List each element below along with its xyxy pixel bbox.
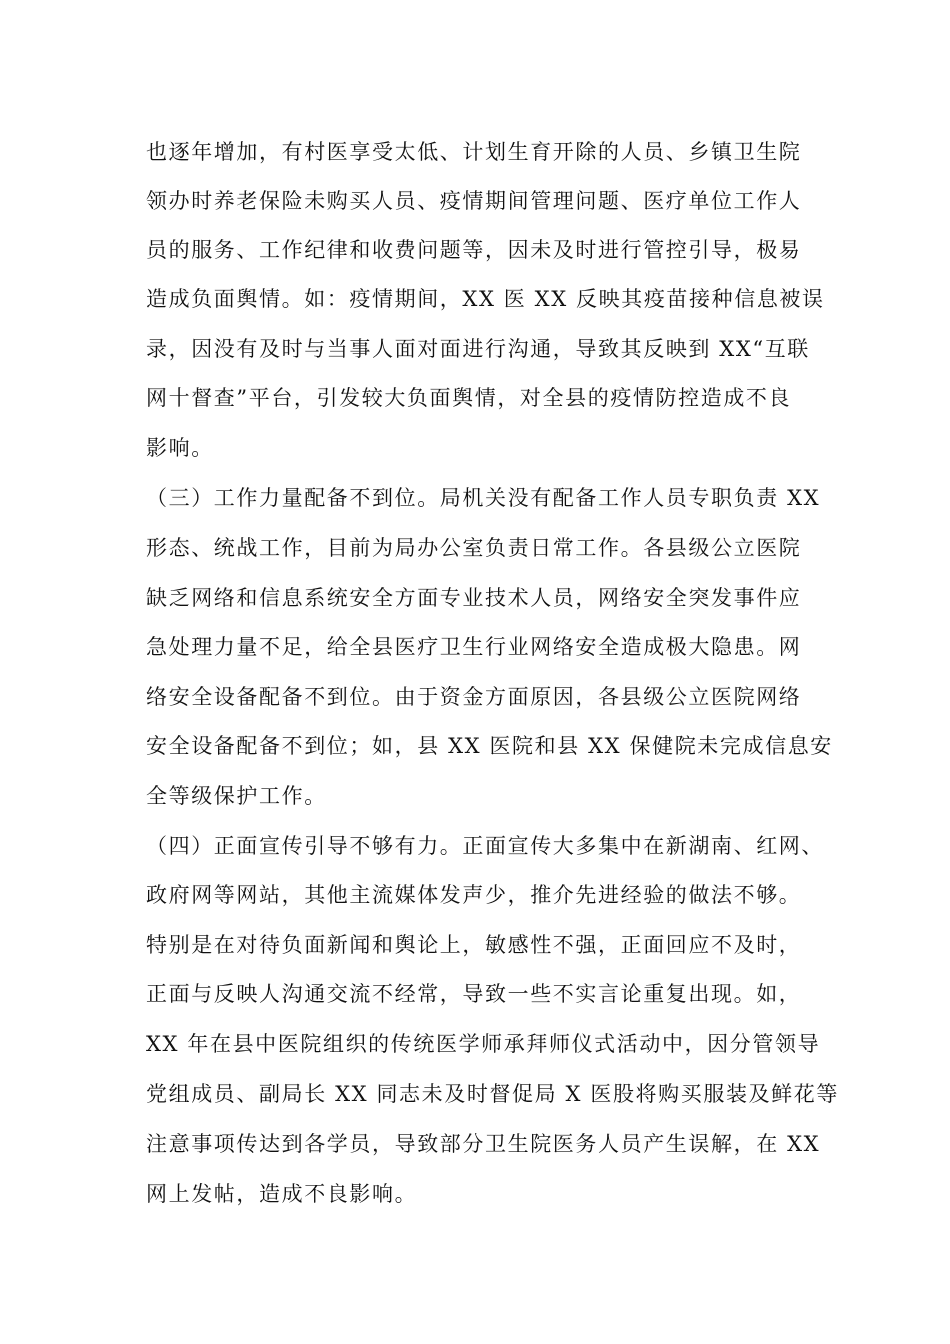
section-heading-3: （三）工作力量配备不到位。局机关没有配备工作人员专职负责 XX (146, 486, 821, 510)
text-line-3: 员的服务、工作纪律和收费问题等，因未及时进行管控引导，极易 (146, 238, 802, 262)
text-line-11: 急处理力量不足，给全县医疗卫生行业网络安全造成极大隐患。网 (146, 635, 802, 659)
text-line-20: 党组成员、副局长 XX 同志未及时督促局 X 医股将购买服装及鲜花等 (146, 1082, 839, 1106)
text-line-18: 正面与反映人沟通交流不经常，导致一些不实言论重复出现。如， (146, 982, 802, 1006)
text-line-17: 特别是在对待负面新闻和舆论上，敏感性不强，正面回应不及时， (146, 933, 802, 957)
section-heading-4: （四）正面宣传引导不够有力。正面宣传大多集中在新湖南、红网、 (146, 834, 824, 858)
text-line-2: 领办时养老保险未购买人员、疫情期间管理问题、医疗单位工作人 (146, 189, 802, 213)
text-line-19: XX 年在县中医院组织的传统医学师承拜师仪式活动中，因分管领导 (146, 1032, 821, 1056)
text-line-1: 也逐年增加，有村医享受太低、计划生育开除的人员、乡镇卫生院 (146, 140, 802, 164)
text-line-13: 安全设备配备不到位；如，县 XX 医院和县 XX 保健院未完成信息安 (146, 734, 833, 758)
text-line-22: 网上发帖，造成不良影响。 (146, 1182, 418, 1206)
text-line-7: 影响。 (146, 436, 214, 460)
text-line-4: 造成负面舆情。如：疫情期间，XX 医 XX 反映其疫苗接种信息被误 (146, 287, 825, 311)
text-line-6: 网十督查”平台，引发较大负面舆情，对全县的疫情防控造成不良 (146, 386, 792, 410)
text-line-12: 络安全设备配备不到位。由于资金方面原因，各县级公立医院网络 (146, 685, 802, 709)
text-line-14: 全等级保护工作。 (146, 784, 327, 808)
text-line-21: 注意事项传达到各学员，导致部分卫生院医务人员产生误解，在 XX (146, 1132, 821, 1156)
text-line-16: 政府网等网站，其他主流媒体发声少，推介先进经验的做法不够。 (146, 883, 802, 907)
text-line-9: 形态、统战工作，目前为局办公室负责日常工作。各县级公立医院 (146, 536, 802, 560)
text-line-10: 缺乏网络和信息系统安全方面专业技术人员，网络安全突发事件应 (146, 586, 802, 610)
text-line-5: 录，因没有及时与当事人面对面进行沟通，导致其反映到 XX“互联 (146, 337, 810, 361)
